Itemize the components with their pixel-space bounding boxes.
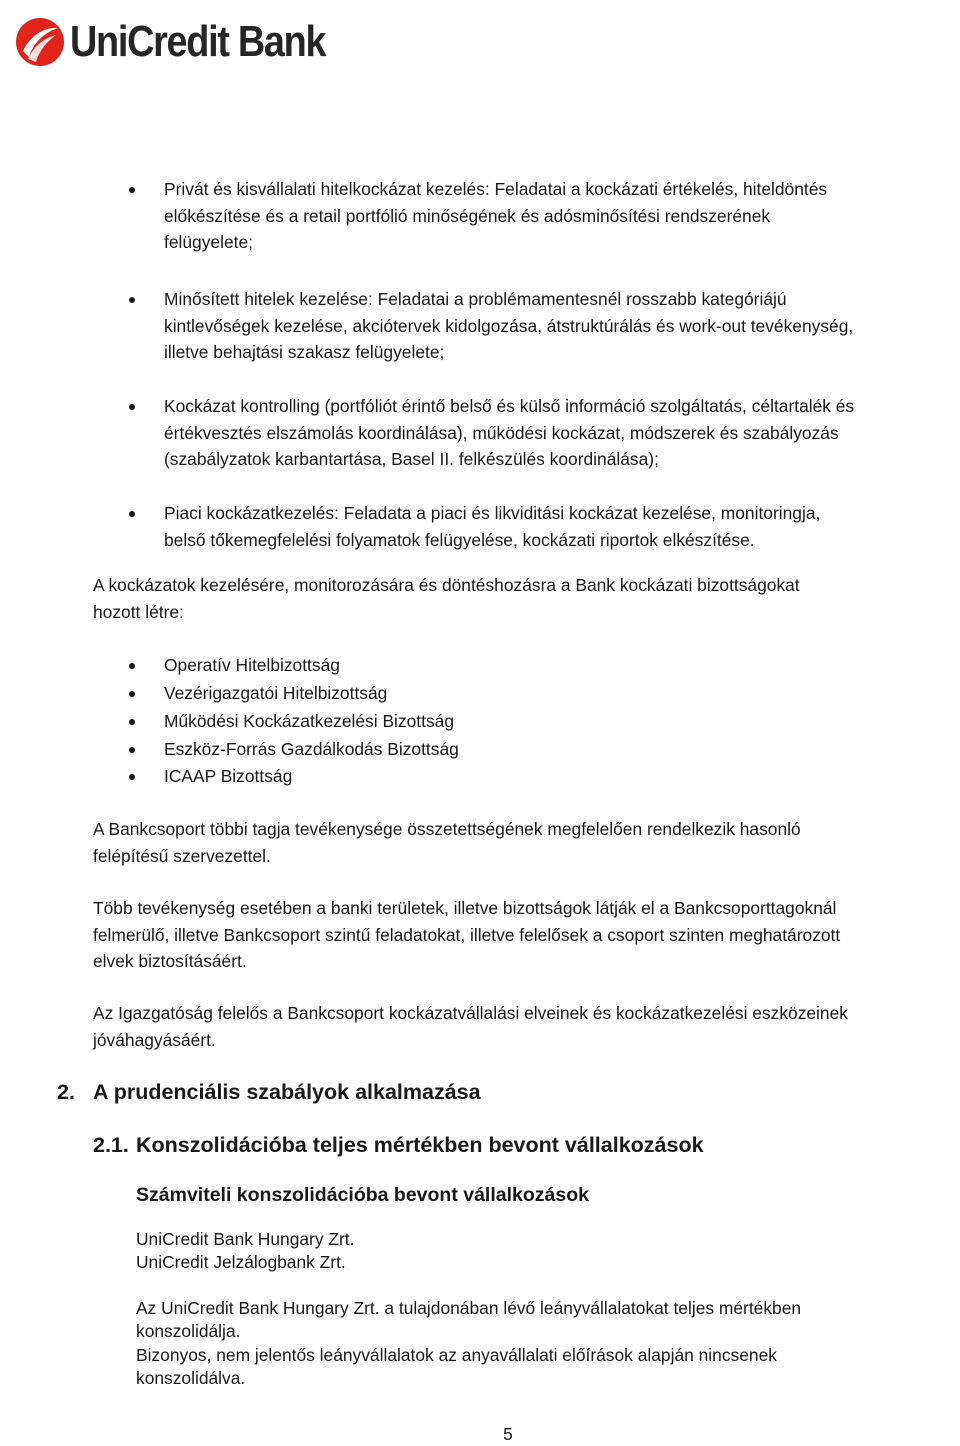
page-number: 5 (503, 1424, 513, 1444)
section-title: Konszolidációba teljes mértékben bevont vállalkozások (136, 1133, 704, 1157)
committee-name: Működési Kockázatkezelési Bizottság (164, 711, 454, 731)
section-title: A prudenciális szabályok alkalmazása (93, 1080, 481, 1104)
text-line: konszolidálva. (136, 1367, 246, 1388)
text-line: felmerülő, illetve Bankcsoport szintű feladatokat, illetve felelősek a csoport szinten meghatározott (93, 924, 841, 945)
unicredit-emblem-icon (14, 16, 66, 68)
committee-name: ICAAP Bizottság (164, 766, 293, 786)
committee-name: Eszköz-Forrás Gazdálkodás Bizottság (164, 739, 459, 759)
bullet-icon (129, 747, 135, 753)
unicredit-logo (14, 14, 367, 70)
text-line: előkészítése és a retail portfólió minőségének és adósminősítési rendszerének (164, 205, 771, 226)
paragraph (93, 816, 960, 869)
text-line: felépítésű szervezettel. (93, 845, 271, 866)
bullet-icon (129, 511, 135, 517)
text-line: Privát és kisvállalati hitelkockázat kezelés: Feladatai a kockázati értékelés, hiteldöntés (164, 179, 828, 199)
company-name: UniCredit Bank Hungary Zrt. (136, 1229, 355, 1249)
logo-text: UniCredit Bank (70, 17, 326, 66)
bullet-icon (129, 187, 135, 193)
section-number: 2.1. (93, 1133, 129, 1157)
text-line: Több tevékenység esetében a banki területek, illetve bizottságok látják el a Bankcsoporttagoknál (93, 898, 837, 918)
paragraph (93, 895, 960, 975)
text-line: felügyelete; (164, 232, 253, 253)
text-line: kintlevőségek kezelése, akciótervek kidolgozása, átstruktúrálás és work-out tevékenység, (164, 315, 854, 336)
subsection-heading: Számviteli konszolidációba bevont vállalkozások (136, 1184, 589, 1206)
paragraph (93, 1000, 960, 1053)
companies-list (136, 1228, 960, 1275)
text-line: Az Igazgatóság felelős a Bankcsoport kockázatvállalási elveinek és kockázatkezelési eszközeinek (93, 1003, 848, 1023)
text-line: A kockázatok kezelésére, monitorozására és döntéshozásra a Bank kockázati bizottságokat (93, 575, 800, 595)
text-line: Minősített hitelek kezelése: Feladatai a problémamentesnél rosszabb kategóriájú (164, 289, 787, 309)
text-line: (szabályzatok karbantartása, Basel II. felkészülés koordinálása); (164, 449, 659, 470)
consolidation-text (136, 1297, 960, 1390)
text-line: Kockázat kontrolling (portfóliót érintő belső és külső információ szolgáltatás, céltartalék és (164, 396, 855, 416)
text-line: A Bankcsoport többi tagja tevékenysége összetettségének megfelelően rendelkezik hasonló (93, 819, 801, 839)
company-name: UniCredit Jelzálogbank Zrt. (136, 1252, 346, 1273)
bullet-icon (129, 404, 135, 410)
committee-name: Vezérigazgatói Hitelbizottság (164, 683, 388, 703)
text-line: Az UniCredit Bank Hungary Zrt. a tulajdonában lévő leányvállalatokat teljes mértékben (136, 1298, 802, 1318)
bullet-icon (129, 691, 135, 697)
text-line: belső tőkemegfelelési folyamatok felügyelése, kockázati riportok elkészítése. (164, 529, 755, 550)
text-line: jóváhagyásáért. (93, 1029, 216, 1050)
text-line: konszolidálja. (136, 1321, 241, 1342)
text-line: illetve behajtási szakasz felügyelete; (164, 342, 445, 363)
bullet-icon (129, 297, 135, 303)
bullet-icon (129, 663, 135, 669)
bullet-icon (129, 719, 135, 725)
text-line: hozott létre: (93, 601, 184, 622)
text-line: értékvesztés elszámolás koordinálása), működési kockázat, módszerek és szabályozás (164, 422, 839, 443)
text-line: Piaci kockázatkezelés: Feladata a piaci és likviditási kockázat kezelése, monitoringja, (164, 503, 821, 523)
committees-intro (93, 572, 960, 625)
text-line: elvek biztosításáért. (93, 951, 247, 972)
bullet-icon (129, 774, 135, 780)
section-number: 2. (57, 1080, 75, 1104)
committee-name: Operatív Hitelbizottság (164, 655, 340, 675)
text-line: Bizonyos, nem jelentős leányvállalatok az anyavállalati előírások alapján nincsenek (136, 1344, 777, 1365)
